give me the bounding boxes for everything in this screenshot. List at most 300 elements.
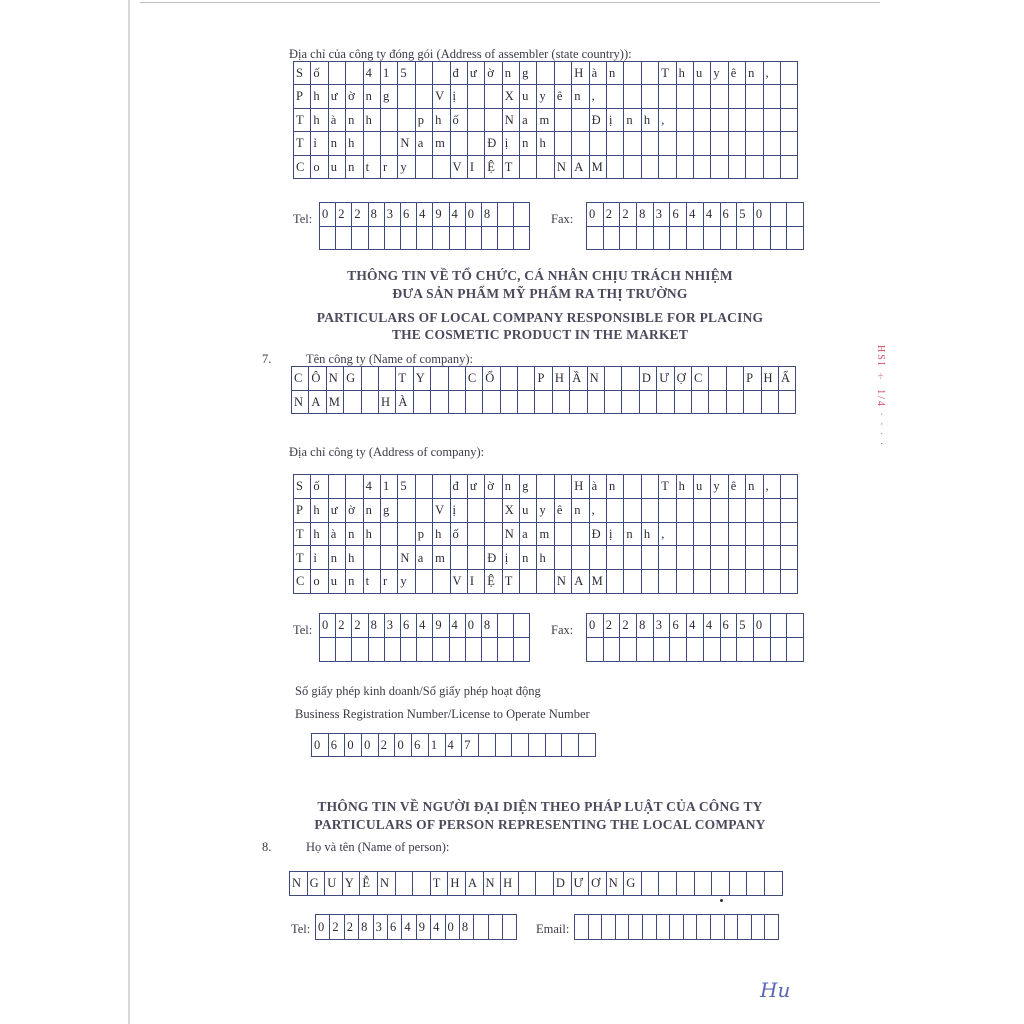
assembler-tel-label: Tel: (293, 212, 313, 226)
char-box: 0 (312, 734, 329, 757)
char-box: N (503, 523, 520, 547)
char-box (694, 85, 711, 108)
char-box: T (294, 132, 311, 155)
char-box (468, 132, 485, 155)
char-box (616, 915, 630, 940)
char-box (604, 638, 621, 662)
char-box: Ệ (485, 156, 502, 179)
char-box: g (381, 85, 398, 108)
char-box (555, 62, 572, 85)
char-box: 0 (466, 203, 482, 227)
char-box (590, 132, 607, 155)
char-box (466, 227, 482, 251)
char-box: N (484, 872, 502, 896)
char-box (694, 499, 711, 523)
char-box: 4 (417, 614, 433, 638)
char-box (474, 915, 488, 940)
char-box: n (520, 132, 537, 155)
char-box (659, 872, 677, 896)
char-box: 6 (721, 203, 738, 227)
char-box (433, 570, 450, 594)
char-box (677, 85, 694, 108)
char-box (762, 391, 779, 415)
char-box: 4 (364, 475, 381, 499)
char-box: A (309, 391, 326, 415)
char-box: m (537, 109, 554, 132)
char-box: n (746, 62, 763, 85)
char-box: P (294, 85, 311, 108)
char-box: 5 (737, 203, 754, 227)
char-box (352, 227, 368, 251)
char-box (781, 156, 798, 179)
char-box: ư (329, 85, 346, 108)
section-title-vn-2: ĐƯA SẢN PHẨM MỸ PHẨM RA THỊ TRƯỜNG (392, 286, 688, 301)
char-box: T (431, 872, 449, 896)
char-box (781, 62, 798, 85)
char-box (692, 391, 709, 415)
char-box: H (572, 475, 589, 499)
char-box (329, 62, 346, 85)
char-box: 5 (398, 62, 415, 85)
char-box: h (346, 132, 363, 155)
char-box (450, 638, 466, 662)
char-box (764, 499, 781, 523)
char-box: 0 (320, 614, 336, 638)
char-box: H (379, 391, 396, 415)
char-box: 8 (637, 614, 654, 638)
char-box: 0 (587, 203, 604, 227)
section-title-en-2: THE COSMETIC PRODUCT IN THE MARKET (391, 327, 689, 342)
char-box (479, 734, 496, 757)
person-email-label: Email: (536, 922, 570, 936)
char-box (746, 570, 763, 594)
char-box: n (329, 132, 346, 155)
char-box: à (590, 475, 607, 499)
char-box (687, 638, 704, 662)
assembler-tel-grid (319, 202, 530, 250)
char-box (498, 227, 514, 251)
char-box (514, 227, 530, 251)
char-box: u (329, 570, 346, 594)
char-box: 2 (336, 203, 352, 227)
char-box (620, 638, 637, 662)
char-box: n (746, 475, 763, 499)
char-box (413, 872, 431, 896)
char-box: a (416, 546, 433, 570)
char-box: ờ (485, 62, 502, 85)
char-box: 7 (462, 734, 479, 757)
char-box: 6 (721, 614, 738, 638)
company-fax-grid (586, 613, 804, 662)
char-box: ư (329, 499, 346, 523)
char-box: 3 (654, 203, 671, 227)
char-box: A (572, 156, 589, 179)
char-box (520, 570, 537, 594)
char-box (729, 546, 746, 570)
char-box: C (294, 156, 311, 179)
assembler-address-grid (293, 61, 798, 179)
char-box: ố (451, 109, 468, 132)
char-box (398, 499, 415, 523)
char-box: à (329, 523, 346, 547)
person-name-grid (289, 871, 783, 896)
char-box (781, 546, 798, 570)
char-box: Đ (485, 546, 502, 570)
char-box (496, 734, 513, 757)
char-box: G (624, 872, 642, 896)
char-box (433, 156, 450, 179)
char-box (433, 62, 450, 85)
char-box: N (327, 367, 344, 391)
item7-number: 7. (262, 352, 272, 366)
char-box (764, 546, 781, 570)
char-box: T (503, 156, 520, 179)
char-box (401, 227, 417, 251)
char-box (677, 132, 694, 155)
char-box (727, 367, 744, 391)
char-box: 3 (385, 203, 401, 227)
char-box (622, 391, 639, 415)
char-box: y (711, 475, 728, 499)
char-box (642, 570, 659, 594)
char-box (537, 570, 554, 594)
char-box: Ầ (570, 367, 587, 391)
char-box (588, 391, 605, 415)
char-box (624, 570, 641, 594)
char-box (555, 546, 572, 570)
char-box: Ơ (589, 872, 607, 896)
char-box: U (325, 872, 343, 896)
char-box (514, 614, 530, 638)
char-box: 0 (345, 734, 362, 757)
char-box (572, 132, 589, 155)
char-box (709, 391, 726, 415)
char-box (607, 546, 624, 570)
char-box (605, 367, 622, 391)
char-box: 6 (329, 734, 346, 757)
char-box: 4 (687, 614, 704, 638)
person-tel-label: Tel: (291, 922, 311, 936)
char-box: 4 (417, 203, 433, 227)
char-box (764, 132, 781, 155)
char-box: Ễ (360, 872, 378, 896)
char-box: H (501, 872, 519, 896)
char-box: h (642, 109, 659, 132)
char-box: 0 (362, 734, 379, 757)
char-box: M (327, 391, 344, 415)
char-box (711, 109, 728, 132)
char-box (537, 156, 554, 179)
char-box (451, 546, 468, 570)
char-box: ị (503, 132, 520, 155)
char-box: 8 (482, 614, 498, 638)
char-box: g (520, 62, 537, 85)
char-box: m (433, 546, 450, 570)
char-box: 2 (620, 614, 637, 638)
char-box (729, 570, 746, 594)
char-box (483, 391, 500, 415)
char-box (485, 109, 502, 132)
char-box (320, 227, 336, 251)
char-box: n (572, 499, 589, 523)
char-box: 2 (379, 734, 396, 757)
char-box (737, 227, 754, 251)
char-box: đ (451, 62, 468, 85)
char-box (414, 391, 431, 415)
char-box (489, 915, 503, 940)
char-box (416, 570, 433, 594)
char-box: n (364, 499, 381, 523)
char-box: 0 (316, 915, 330, 940)
char-box: A (466, 872, 484, 896)
char-box (555, 523, 572, 547)
char-box: h (311, 523, 328, 547)
char-box: y (537, 499, 554, 523)
char-box: 5 (398, 475, 415, 499)
char-box (765, 915, 779, 940)
char-box (764, 523, 781, 547)
char-box: D (640, 367, 657, 391)
char-box (485, 499, 502, 523)
char-box: Ệ (485, 570, 502, 594)
char-box (746, 499, 763, 523)
char-box (589, 915, 603, 940)
char-box: à (590, 62, 607, 85)
char-box: ị (451, 85, 468, 108)
char-box (654, 227, 671, 251)
char-box (396, 872, 414, 896)
char-box: ê (555, 499, 572, 523)
assembler-fax-label: Fax: (551, 212, 574, 226)
char-box: u (520, 85, 537, 108)
char-box: T (396, 367, 413, 391)
char-box: h (311, 85, 328, 108)
char-box (684, 915, 698, 940)
char-box: N (398, 546, 415, 570)
char-box: 2 (345, 915, 359, 940)
char-box (624, 132, 641, 155)
char-box: V (451, 156, 468, 179)
char-box (677, 570, 694, 594)
char-box: 2 (604, 614, 621, 638)
char-box (781, 570, 798, 594)
char-box (624, 85, 641, 108)
char-box: Ô (309, 367, 326, 391)
char-box (607, 499, 624, 523)
char-box (381, 109, 398, 132)
char-box (711, 546, 728, 570)
char-box (787, 614, 804, 638)
char-box (771, 203, 788, 227)
char-box: 4 (704, 614, 721, 638)
char-box (514, 638, 530, 662)
char-box (764, 156, 781, 179)
char-box: 9 (417, 915, 431, 940)
char-box (712, 872, 730, 896)
char-box (642, 872, 660, 896)
char-box (607, 156, 624, 179)
char-box: 4 (446, 734, 463, 757)
char-box: 8 (359, 915, 373, 940)
char-box: ố (451, 523, 468, 547)
char-box: ờ (346, 85, 363, 108)
char-box: à (329, 109, 346, 132)
char-box (642, 62, 659, 85)
company-address-label: Địa chỉ công ty (Address of company): (289, 445, 485, 459)
char-box: X (503, 85, 520, 108)
char-box: Ư (572, 872, 590, 896)
char-box: y (398, 570, 415, 594)
char-box: 6 (670, 614, 687, 638)
char-box: 3 (654, 614, 671, 638)
char-box: n (503, 62, 520, 85)
char-box (677, 499, 694, 523)
char-box: P (535, 367, 552, 391)
char-box: N (555, 156, 572, 179)
char-box: M (590, 156, 607, 179)
char-box: , (764, 475, 781, 499)
char-box: H (553, 367, 570, 391)
item8-number: 8. (262, 840, 272, 854)
char-box (624, 499, 641, 523)
char-box (433, 475, 450, 499)
char-box: p (416, 523, 433, 547)
char-box (643, 915, 657, 940)
char-box (398, 523, 415, 547)
char-box: 2 (330, 915, 344, 940)
paper-top-edge (140, 2, 880, 3)
item8-label: Họ và tên (Name of person): (306, 840, 450, 854)
char-box: n (346, 523, 363, 547)
char-box: H (572, 62, 589, 85)
char-box (587, 638, 604, 662)
char-box (482, 638, 498, 662)
char-box (555, 109, 572, 132)
char-box (659, 132, 676, 155)
char-box: N (588, 367, 605, 391)
char-box: n (503, 475, 520, 499)
char-box (514, 203, 530, 227)
char-box (659, 570, 676, 594)
char-box: n (346, 570, 363, 594)
char-box (501, 391, 518, 415)
char-box: I (468, 570, 485, 594)
company-name-grid (291, 366, 796, 414)
char-box: À (396, 391, 413, 415)
char-box: V (433, 85, 450, 108)
char-box (503, 915, 517, 940)
char-box (729, 499, 746, 523)
char-box: T (294, 523, 311, 547)
char-box: V (433, 499, 450, 523)
assembler-address-label: Địa chỉ của công ty đóng gói (Address of assembler (state country)): (289, 47, 632, 61)
char-box (537, 475, 554, 499)
char-box (725, 915, 739, 940)
char-box (747, 872, 765, 896)
char-box (329, 475, 346, 499)
char-box: 6 (401, 203, 417, 227)
char-box (607, 132, 624, 155)
margin-stamp: HSI ÷ 1/4 · · · · (875, 345, 886, 448)
char-box (659, 85, 676, 108)
char-box (620, 227, 637, 251)
char-box: Ợ (675, 367, 692, 391)
char-box: h (642, 523, 659, 547)
char-box (764, 85, 781, 108)
char-box (781, 475, 798, 499)
char-box (336, 227, 352, 251)
char-box (498, 614, 514, 638)
char-box: 0 (395, 734, 412, 757)
char-box: N (503, 109, 520, 132)
char-box (416, 475, 433, 499)
char-box (555, 475, 572, 499)
char-box (781, 523, 798, 547)
char-box (622, 367, 639, 391)
char-box (570, 391, 587, 415)
char-box: 1 (381, 62, 398, 85)
char-box: C (466, 367, 483, 391)
char-box (746, 132, 763, 155)
char-box: h (537, 546, 554, 570)
char-box: H (448, 872, 466, 896)
company-fax-label: Fax: (551, 623, 574, 637)
char-box: ư (468, 475, 485, 499)
char-box: , (590, 499, 607, 523)
char-box (771, 614, 788, 638)
char-box (642, 85, 659, 108)
char-box: n (346, 109, 363, 132)
char-box (781, 85, 798, 108)
char-box (624, 546, 641, 570)
char-box: D (554, 872, 572, 896)
char-box: 6 (412, 734, 429, 757)
char-box: 1 (381, 475, 398, 499)
char-box: 1 (429, 734, 446, 757)
char-box: 6 (388, 915, 402, 940)
char-box (535, 391, 552, 415)
char-box (416, 156, 433, 179)
char-box: t (364, 570, 381, 594)
char-box (787, 638, 804, 662)
char-box (468, 523, 485, 547)
char-box (670, 227, 687, 251)
char-box (694, 156, 711, 179)
char-box (711, 915, 725, 940)
char-box: 8 (637, 203, 654, 227)
char-box (520, 156, 537, 179)
char-box (519, 872, 537, 896)
char-box: t (364, 156, 381, 179)
char-box (746, 156, 763, 179)
char-box: N (292, 391, 309, 415)
char-box (709, 367, 726, 391)
char-box (381, 523, 398, 547)
char-box: 8 (482, 203, 498, 227)
char-box (677, 546, 694, 570)
char-box (482, 227, 498, 251)
char-box (416, 62, 433, 85)
char-box (518, 391, 535, 415)
char-box (529, 734, 546, 757)
char-box (362, 367, 379, 391)
char-box (417, 638, 433, 662)
char-box (485, 85, 502, 108)
char-box: h (677, 62, 694, 85)
char-box: , (590, 85, 607, 108)
char-box (637, 227, 654, 251)
char-box (398, 109, 415, 132)
